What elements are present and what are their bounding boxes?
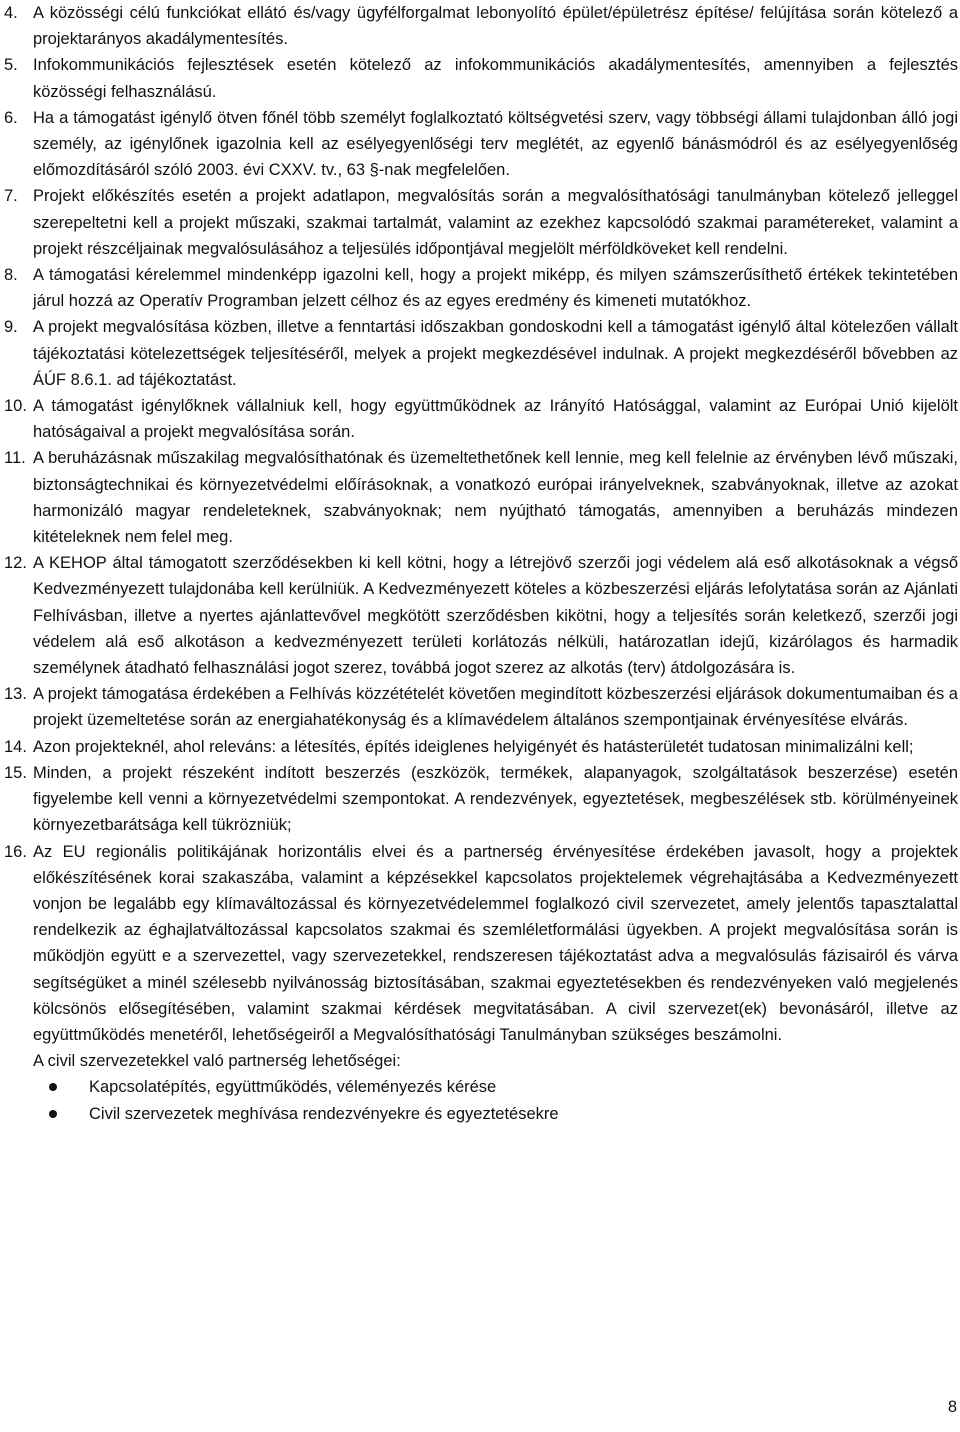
list-item: [4, 760, 958, 839]
item-text: Az EU regionális politikájának horizontális elvei és a partnerség érvényesítése érdekében javasolt, hogy a projektek előkészítésének korai szakaszába, valamint a képzésekkel kapcsolatos projektelemek végrehajtásába a Kedvezményezett vonjon be legalább egy klímaváltozással és környezetvédelemmel foglalkozó civil szervezetet, amely jelentős tapasztalattal rendelkezik az éghajlatváltozással kapcsolatos szakmai és szemléletformálási ügyekben. A projekt megvalósítása során is működjön együtt e a szervezettel, vagy szervezetekkel, rendszeresen tájékoztatást adva a megvalósulás fázisairól és várva segítségüket a minél szélesebb nyilvánosság biztosításában, szakmai egyeztetésekben és rendezvényeken való megjelenés kölcsönös elősegítésében, valamint szakmai kérdések megvitatásában. A civil szervezet(ek) bevonásáról, illetve az együttműködés menetéről, lehetőségeiről a Megvalósíthatósági Tanulmányban szükséges beszámolni.: [33, 842, 958, 1044]
list-item: [4, 681, 958, 733]
list-item: [4, 52, 958, 104]
list-item: [4, 0, 958, 52]
item-number: 15.: [4, 763, 27, 782]
list-item: [4, 550, 958, 681]
item-number: 7.: [4, 187, 18, 206]
page-number: 8: [947, 1398, 957, 1416]
item-text: Projekt előkészítés esetén a projekt adatlapon, megvalósítás során a megvalósíthatósági tanulmányban kötelező jelleggel szerepeltetni kell a projekt műszaki, szakmai tartalmát, valamint az ezekhez kapcsolódó szakmai paramétereket, valamint a projekt részcéljainak megvalósulásához a teljesülés időpontjával megjelölt mérföldköveket kell rendelni.: [33, 187, 958, 258]
item-text: Minden, a projekt részeként indított beszerzés (eszközök, termékek, alapanyagok, szolgáltatások beszerzése) esetén figyelembe kell venni a környezetvédelmi szempontokat. A rendezvények, egyeztetések, megbeszélések stb. körülményeinek környezetbarátsága kell tükrözniük;: [33, 763, 958, 835]
item-text: A projekt megvalósítása közben, illetve a fenntartási időszakban gondoskodni kell a támogatást igénylő által kötelezően vállalt tájékoztatási kötelezettségek teljesítéséről, melyek a projekt megkezdésével indulnak. A projekt megkezdéséről bővebben az ÁÚF 8.6.1. ad tájékoztatást.: [33, 318, 958, 389]
item-text: A támogatást igénylőknek vállalniuk kell, hogy együttműködnek az Irányító Hatósággal, valamint az Európai Unió kijelölt hatóságaival a projekt megvalósítása során.: [33, 397, 958, 442]
item-number: 14.: [4, 737, 27, 756]
item-text: A beruházásnak műszakilag megvalósíthatónak és üzemeltethetőnek kell lennie, meg kell felelnie az érvényben lévő műszaki, biztonságtechnikai és környezetvédelmi előírásoknak, a vonatkozó európai irányelveknek, szabványoknak, illetve az azokat harmonizáló magyar rendeleteknek, szabványoknak; nem nyújtható támogatás, amennyiben a beruházás mindezen kitételeknek nem felel meg.: [33, 449, 958, 547]
bullet-dot-icon: [49, 1110, 57, 1118]
item-number: 11.: [4, 449, 26, 468]
bullet-dot-icon: [49, 1083, 57, 1091]
item-number: 12.: [4, 554, 27, 573]
list-item: [4, 183, 958, 262]
item-number: 9.: [4, 318, 18, 337]
bullet-item: [33, 1101, 958, 1127]
bullet-list: [33, 1074, 958, 1126]
bullet-text: Kapcsolatépítés, együttműködés, véleményezés kérése: [89, 1078, 497, 1097]
item-text: A támogatási kérelemmel mindenképp igazolni kell, hogy a projekt miképp, és milyen számszerűsíthető értékek tekintetében járul hozzá az Operatív Programban jelzett célhoz és az egyes eredmény és kimeneti mutatókhoz.: [33, 266, 958, 311]
list-item: [4, 314, 958, 393]
list-item: [4, 839, 958, 1127]
item-text: A KEHOP által támogatott szerződésekben ki kell kötni, hogy a létrejövő szerzői jogi védelem alá eső alkotásoknak a végső Kedvezményezett tulajdonába kell kerülniük. A Kedvezményezett köteles a közbeszerzési eljárás lefolytatása során az Ajánlati Felhívásban, illetve a nyertes ajánlattevővel megkötött szerződésben kikötni, hogy a teljesítés során keletkező, szerzői jogi védelem alá eső alkotáson a kedvezményezett területi korlátozás nélküli, határozatlan idejű, kizárólagos és harmadik személynek átadható felhasználási jogot szerez, továbbá jogot szerez az alkotás (terv) átdolgozására is.: [33, 554, 958, 678]
item-text: A projekt támogatása érdekében a Felhívás közzétételét követően megindított közbeszerzési eljárások dokumentumaiban és a projekt üzemeltetése során az energiahatékonyság és a klímavédelem általános szempontjainak érvényesítése elvárás.: [33, 685, 958, 730]
item-number: 16.: [4, 842, 27, 861]
item-number: 5.: [4, 56, 18, 75]
list-item: [4, 734, 958, 760]
requirements-list: [4, 0, 958, 1127]
list-item: [4, 262, 958, 314]
item-text: A közösségi célú funkciókat ellátó és/vagy ügyfélforgalmat lebonyolító épület/épületrész építése/ felújítása során kötelező a projektarányos akadálymentesítés.: [33, 4, 958, 49]
item-text: Ha a támogatást igénylő ötven főnél több személyt foglalkoztató költségvetési szerv, vagy többségi állami tulajdonban álló jogi személy, az igénylőnek igazolnia kell az esélyegyenlőségi terv meglétét, az egyenlő bánásmódról és az esélyegyenlőség előmozdításáról szóló 2003. évi CXXV. tv., 63 §-nak megfelelően.: [33, 108, 958, 180]
item-number: 10.: [4, 397, 27, 416]
item-number: 6.: [4, 108, 18, 127]
item-number: 13.: [4, 685, 27, 704]
partnership-intro: A civil szervezetekkel való partnerség lehetőségei:: [33, 1052, 401, 1071]
bullet-item: [33, 1074, 958, 1100]
list-item: [4, 105, 958, 184]
list-item: [4, 445, 958, 550]
list-item: [4, 393, 958, 445]
item-text: Azon projekteknél, ahol releváns: a létesítés, építés ideiglenes helyigényét és hatásterületét tudatosan minimalizálni kell;: [33, 737, 914, 756]
bullet-text: Civil szervezetek meghívása rendezvényekre és egyeztetésekre: [89, 1104, 559, 1123]
item-number: 4.: [4, 4, 18, 22]
item-text: Infokommunikációs fejlesztések esetén kötelező az infokommunikációs akadálymentesítés, amennyiben a fejlesztés közösségi felhasználású.: [33, 56, 958, 101]
item-number: 8.: [4, 266, 18, 285]
